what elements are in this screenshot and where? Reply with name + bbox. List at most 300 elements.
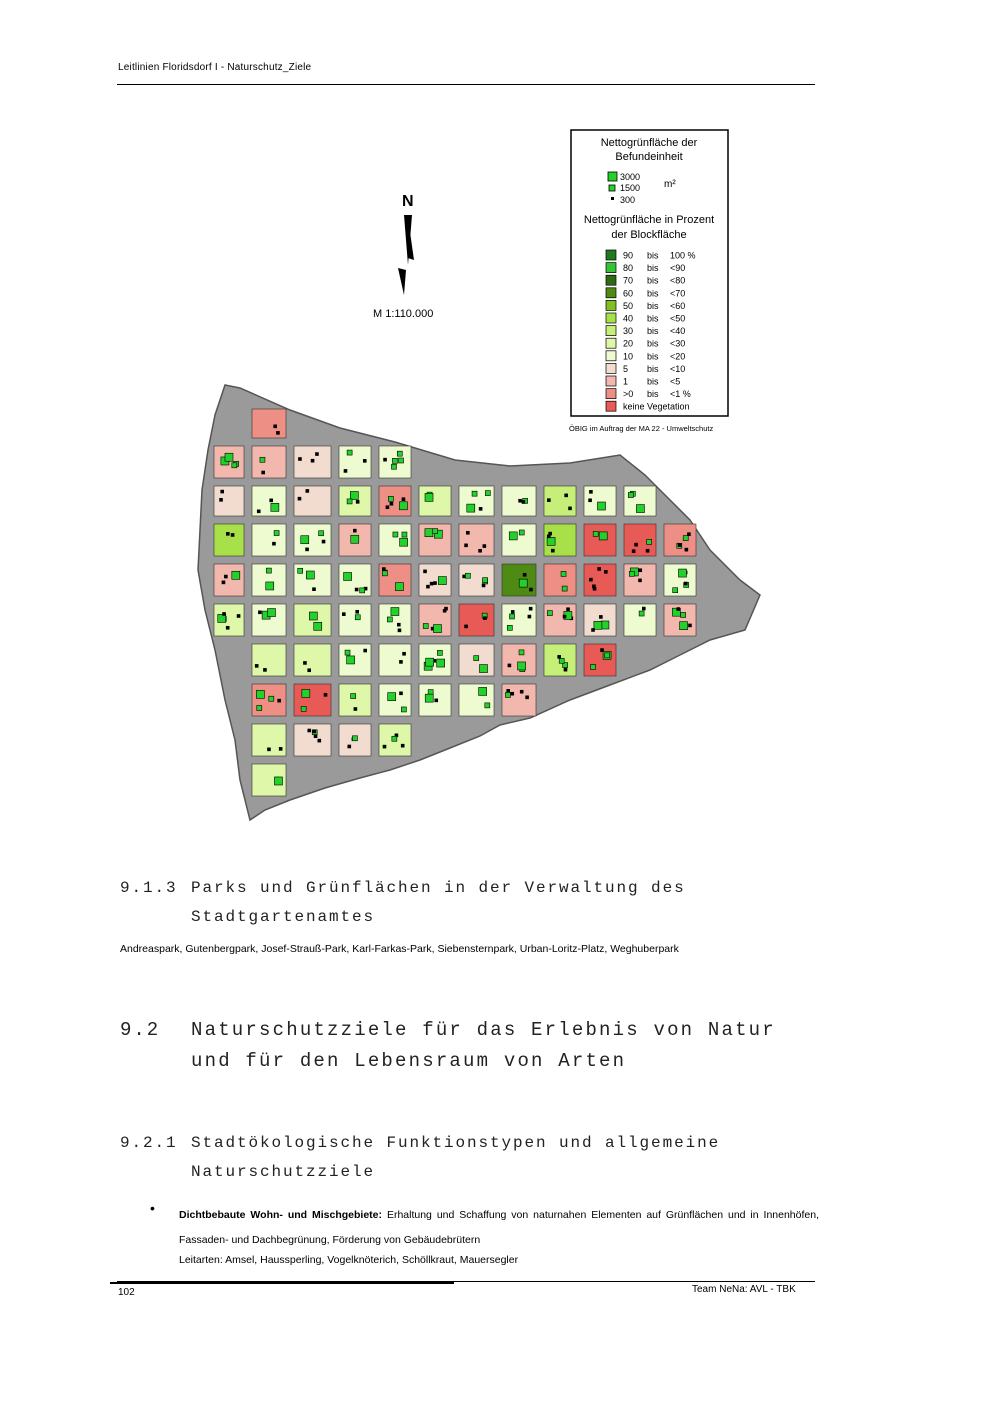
green-area-marker (232, 571, 240, 579)
legend-class-to: <50 (670, 313, 686, 324)
green-area-marker (426, 585, 429, 588)
legend-class-from: 10 (623, 351, 634, 362)
green-area-marker (255, 664, 258, 667)
section-9-2-1-heading (120, 1129, 820, 1189)
legend-size-label-3: 300 (620, 195, 636, 205)
green-area-marker (351, 535, 359, 543)
legend-swatch (606, 376, 616, 386)
green-area-marker (354, 707, 357, 710)
green-area-marker (363, 459, 366, 462)
map-block (252, 446, 286, 478)
green-area-marker (353, 529, 356, 532)
map-block (294, 724, 331, 756)
green-area-marker (559, 658, 564, 663)
legend-size-3000 (608, 172, 617, 181)
green-area-marker (474, 656, 479, 661)
green-area-marker (683, 536, 688, 541)
green-area-marker (347, 656, 355, 664)
green-area-marker (423, 624, 428, 629)
green-area-marker (529, 607, 532, 610)
green-area-marker (266, 568, 271, 573)
map-block (459, 684, 494, 716)
green-area-marker (276, 431, 279, 434)
green-area-marker (392, 736, 397, 741)
map-block (214, 564, 244, 596)
green-area-marker (465, 544, 468, 547)
green-area-marker (598, 567, 601, 570)
map-block (664, 524, 696, 556)
green-area-marker (437, 650, 442, 655)
green-area-marker (523, 573, 526, 576)
green-area-marker (562, 586, 567, 591)
green-area-marker (391, 464, 396, 469)
green-area-marker (508, 664, 511, 667)
section-9-1-3-heading (120, 874, 820, 934)
green-area-marker (356, 610, 359, 613)
green-area-marker (485, 703, 490, 708)
green-area-marker (383, 745, 386, 748)
green-area-marker (509, 532, 517, 540)
map-block (544, 564, 576, 596)
green-area-marker (225, 453, 233, 461)
green-area-marker (257, 706, 262, 711)
section-title: Naturschutzziele für das Erlebnis von Natur und für den Lebensraum von Arten (191, 1019, 776, 1072)
green-area-marker (594, 621, 602, 629)
green-area-marker (308, 729, 311, 732)
north-arrow (398, 193, 414, 295)
green-area-marker (270, 499, 273, 502)
green-area-marker (564, 668, 567, 671)
section-title: Parks und Grünflächen in der Verwaltung des Stadtgartenamtes (191, 879, 686, 926)
green-area-marker (673, 588, 678, 593)
green-area-marker (511, 610, 514, 613)
map-block (502, 524, 536, 556)
legend-class-to: <30 (670, 338, 686, 349)
legend-class-to: 100 % (670, 250, 696, 261)
green-area-marker (438, 577, 446, 585)
green-area-marker (397, 623, 400, 626)
green-area-marker (298, 457, 301, 460)
legend-swatch (606, 313, 616, 323)
green-area-marker (443, 609, 446, 612)
green-area-marker (347, 450, 352, 455)
map-block (252, 524, 286, 556)
green-area-marker (237, 614, 240, 617)
green-area-marker (262, 471, 265, 474)
green-area-marker (348, 745, 351, 748)
map-block (584, 604, 616, 636)
green-area-marker (306, 489, 309, 492)
green-area-marker (347, 499, 352, 504)
legend-swatch (606, 389, 616, 399)
map-block (252, 644, 286, 676)
green-area-marker (271, 503, 279, 511)
legend-swatch (606, 288, 616, 298)
legend-class-sep: bis (647, 363, 659, 374)
green-area-marker (352, 736, 357, 741)
map-block (459, 524, 494, 556)
green-area-marker (386, 506, 389, 509)
map-block (379, 644, 411, 676)
green-area-marker (632, 550, 635, 553)
green-area-marker (306, 571, 314, 579)
legend-class-to: <40 (670, 326, 686, 337)
green-area-marker (551, 549, 554, 552)
green-area-marker (266, 582, 274, 590)
north-label: N (402, 193, 414, 210)
green-area-marker (519, 499, 522, 502)
map-block (294, 486, 331, 516)
section-title: Stadtökologische Funktionstypen und allgemeine Naturschutzziele (191, 1134, 721, 1181)
green-area-marker (395, 583, 403, 591)
green-area-marker (263, 668, 266, 671)
green-area-marker (350, 492, 358, 500)
green-area-marker (589, 578, 592, 581)
legend-swatch (606, 338, 616, 348)
legend-class-to: <1 % (670, 389, 691, 400)
green-area-marker (223, 612, 226, 615)
green-area-marker (591, 664, 596, 669)
green-area-marker (356, 500, 359, 503)
green-area-marker (391, 608, 399, 616)
green-area-marker (526, 696, 529, 699)
legend-class-from: 40 (623, 313, 634, 324)
green-area-marker (226, 532, 229, 535)
green-area-marker (558, 655, 561, 658)
green-area-marker (256, 690, 264, 698)
green-area-marker (226, 626, 229, 629)
green-area-marker (267, 609, 275, 617)
green-area-marker (505, 692, 510, 697)
green-area-marker (636, 505, 644, 513)
green-area-marker (314, 622, 322, 630)
legend-class-from: 20 (623, 338, 634, 349)
legend-class-sep: bis (647, 326, 659, 337)
legend-size-1500 (609, 185, 615, 191)
legend-size-300 (611, 197, 614, 200)
green-area-marker (298, 497, 301, 500)
green-area-marker (483, 617, 486, 620)
green-area-marker (592, 585, 595, 588)
green-area-marker (604, 570, 607, 573)
legend-class-from: 80 (623, 263, 634, 274)
green-area-marker (318, 739, 321, 742)
green-area-marker (684, 582, 687, 585)
green-area-marker (403, 652, 406, 655)
legend-class-sep: bis (647, 313, 659, 324)
legend-class-sep: bis (647, 275, 659, 286)
green-area-marker (319, 531, 324, 536)
header-rule (117, 84, 815, 85)
green-area-marker (402, 532, 407, 537)
green-area-marker (483, 545, 486, 548)
green-area-marker (425, 694, 433, 702)
green-area-marker (479, 549, 482, 552)
green-area-marker (599, 532, 607, 540)
green-area-marker (342, 613, 345, 616)
green-area-marker (479, 507, 482, 510)
green-area-marker (589, 499, 592, 502)
green-area-marker (435, 699, 438, 702)
green-area-marker (222, 581, 225, 584)
map-scale: M 1:110.000 (373, 308, 434, 320)
green-area-marker (355, 588, 358, 591)
green-area-marker (424, 570, 427, 573)
green-area-marker (399, 660, 402, 663)
green-area-marker (360, 588, 365, 593)
green-area-marker (430, 582, 433, 585)
green-area-marker (398, 629, 401, 632)
legend-class-from: 70 (623, 275, 634, 286)
green-area-marker (312, 588, 315, 591)
map-block (502, 684, 536, 716)
green-area-marker (678, 544, 681, 547)
map-credit: ÖBIG im Auftrag der MA 22 - Umweltschutz (569, 424, 714, 433)
green-area-marker (344, 469, 347, 472)
green-area-marker (428, 690, 433, 695)
green-area-marker (434, 582, 437, 585)
green-area-marker (301, 536, 309, 544)
map-block (214, 486, 244, 516)
green-area-marker (520, 690, 523, 693)
green-area-marker (485, 491, 490, 496)
legend-pct-title-1: Nettogrünfläche in Prozent (583, 214, 715, 226)
bullet-text (179, 1203, 819, 1253)
green-area-marker (311, 459, 314, 462)
green-area-marker (638, 579, 641, 582)
green-area-marker (639, 569, 642, 572)
legend-pct-title-2: der Blockfläche (611, 229, 687, 241)
green-area-marker (680, 622, 688, 630)
green-area-marker (220, 498, 223, 501)
green-area-marker (507, 625, 512, 630)
footer-team: Team NeNa: AVL - TBK (692, 1284, 796, 1295)
map-canvas (180, 120, 780, 840)
legend-swatch (606, 275, 616, 285)
green-area-map (180, 120, 780, 840)
green-area-marker (679, 569, 687, 577)
green-area-marker (547, 537, 555, 545)
green-area-marker (472, 491, 477, 496)
green-area-marker (306, 548, 309, 551)
map-block (294, 684, 331, 716)
map-block (459, 564, 494, 596)
green-area-marker (397, 451, 402, 456)
green-area-marker (399, 692, 402, 695)
green-area-marker (425, 493, 433, 501)
green-area-marker (257, 510, 260, 513)
green-area-marker (601, 649, 604, 652)
map-legend (571, 130, 728, 416)
legend-class-sep: bis (647, 338, 659, 349)
green-area-marker (529, 588, 532, 591)
map-block (214, 524, 244, 556)
legend-title-2: Befundeinheit (615, 151, 683, 163)
legend-swatch (606, 263, 616, 273)
legend-swatch (606, 363, 616, 373)
green-area-marker (388, 693, 396, 701)
green-area-marker (561, 571, 566, 576)
green-area-marker (224, 575, 227, 578)
green-area-marker (511, 692, 514, 695)
green-area-marker (677, 608, 680, 611)
green-area-marker (314, 735, 317, 738)
green-area-marker (567, 608, 570, 611)
green-area-marker (272, 542, 275, 545)
green-area-marker (437, 659, 445, 667)
green-area-marker (467, 504, 475, 512)
green-area-marker (384, 458, 387, 461)
legend-size-label-1: 3000 (620, 172, 641, 182)
green-area-marker (399, 502, 407, 510)
green-area-marker (302, 689, 310, 697)
green-area-marker (685, 548, 688, 551)
green-area-marker (681, 612, 686, 617)
green-area-marker (298, 568, 303, 573)
legend-swatch (606, 250, 616, 260)
green-area-marker (260, 457, 265, 462)
legend-class-to: <60 (670, 300, 686, 311)
green-area-marker (519, 579, 527, 587)
green-area-marker (267, 748, 270, 751)
green-area-marker (345, 650, 350, 655)
legend-class-to: <80 (670, 275, 686, 286)
green-area-marker (425, 529, 433, 537)
legend-size-label-2: 1500 (620, 183, 641, 193)
green-area-marker (433, 529, 438, 534)
green-area-marker (393, 532, 398, 537)
green-area-marker (628, 493, 633, 498)
map-block (419, 486, 451, 516)
green-area-marker (479, 665, 487, 673)
green-area-marker (642, 607, 645, 610)
green-area-marker (646, 549, 649, 552)
legend-class-sep: bis (647, 389, 659, 400)
leitarten-line: Leitarten: Amsel, Haussperling, Vogelknöterich, Schöllkraut, Mauersegler (179, 1254, 519, 1266)
map-block (459, 604, 494, 636)
green-area-marker (519, 650, 524, 655)
green-area-marker (387, 617, 392, 622)
green-area-marker (274, 425, 277, 428)
green-area-marker (522, 500, 525, 503)
green-area-marker (507, 689, 510, 692)
green-area-marker (639, 611, 644, 616)
footer-rule-thick (110, 1282, 454, 1284)
bullet-body: Erhaltung und Schaffung von naturnahen Elementen auf Grünflächen und in Innenhöfen, Fassaden- und Dachbegrünung, Förderung von Gebäudebrütern (179, 1209, 820, 1246)
section-number: 9.2 (120, 1019, 161, 1041)
map-block (584, 644, 616, 676)
green-area-marker (635, 543, 638, 546)
legend-class-sep: bis (647, 288, 659, 299)
green-area-marker (547, 535, 550, 538)
legend-class-to: <20 (670, 351, 686, 362)
legend-swatch (606, 326, 616, 336)
green-area-marker (589, 490, 592, 493)
green-area-marker (426, 658, 434, 666)
map-block (294, 644, 331, 676)
legend-title-1: Nettogrünfläche der (600, 137, 698, 149)
green-area-marker (355, 615, 360, 620)
parks-list: Andreaspark, Gutenbergpark, Josef-Strauß-Park, Karl-Farkas-Park, Siebensternpark, Urban-Loritz-Platz, Weghuberpark (120, 943, 679, 955)
green-area-marker (547, 499, 550, 502)
green-area-marker (324, 693, 327, 696)
legend-swatch (606, 401, 616, 411)
legend-class-sep: bis (647, 263, 659, 274)
legend-swatch (606, 300, 616, 310)
legend-class-from: keine Vegetation (623, 401, 690, 412)
legend-class-from: 60 (623, 288, 634, 299)
green-area-marker (466, 531, 469, 534)
legend-class-to: <10 (670, 363, 686, 374)
green-area-marker (593, 531, 598, 536)
green-area-marker (274, 777, 282, 785)
green-area-marker (221, 490, 224, 493)
green-area-marker (569, 507, 572, 510)
green-area-marker (547, 611, 552, 616)
section-number: 9.1.3 (120, 879, 178, 897)
green-area-marker (510, 614, 515, 619)
green-area-marker (382, 568, 385, 571)
green-area-marker (231, 533, 234, 536)
map-block (502, 644, 536, 676)
legend-class-to: <5 (670, 376, 681, 387)
green-area-marker (274, 531, 279, 536)
map-block (339, 684, 371, 716)
legend-class-from: 1 (623, 376, 629, 387)
legend-class-to: <70 (670, 288, 686, 299)
green-area-marker (605, 653, 610, 658)
map-block (379, 486, 411, 516)
green-area-marker (528, 615, 531, 618)
legend-class-sep: bis (647, 250, 659, 261)
green-area-marker (482, 584, 485, 587)
green-area-marker (313, 730, 316, 733)
green-area-marker (565, 494, 568, 497)
green-area-marker (315, 453, 318, 456)
map-block (252, 409, 286, 438)
page-header-title: Leitlinien Floridsdorf I - Naturschutz_Ziele (118, 62, 312, 73)
green-area-marker (597, 502, 605, 510)
green-area-marker (399, 458, 404, 463)
green-area-marker (465, 573, 470, 578)
green-area-marker (402, 498, 405, 501)
green-area-marker (518, 662, 526, 670)
map-block (294, 524, 331, 556)
map-block (252, 724, 286, 756)
legend-class-from: 5 (623, 363, 629, 374)
green-area-marker (599, 615, 602, 618)
legend-class-sep: bis (647, 300, 659, 311)
legend-class-from: 90 (623, 250, 634, 261)
green-area-marker (232, 463, 237, 468)
green-area-marker (303, 661, 306, 664)
section-9-2-heading (120, 1015, 820, 1085)
green-area-marker (479, 687, 487, 695)
green-area-marker (400, 538, 408, 546)
green-area-marker (301, 706, 306, 711)
green-area-marker (401, 744, 404, 747)
green-area-marker (309, 612, 317, 620)
legend-class-to: <90 (670, 263, 686, 274)
legend-class-from: >0 (623, 389, 634, 400)
legend-class-from: 30 (623, 326, 634, 337)
green-area-marker (687, 533, 690, 536)
green-area-marker (592, 628, 595, 631)
green-area-marker (269, 696, 274, 701)
map-block (339, 486, 371, 516)
green-area-marker (688, 624, 691, 627)
green-area-marker (483, 578, 488, 583)
